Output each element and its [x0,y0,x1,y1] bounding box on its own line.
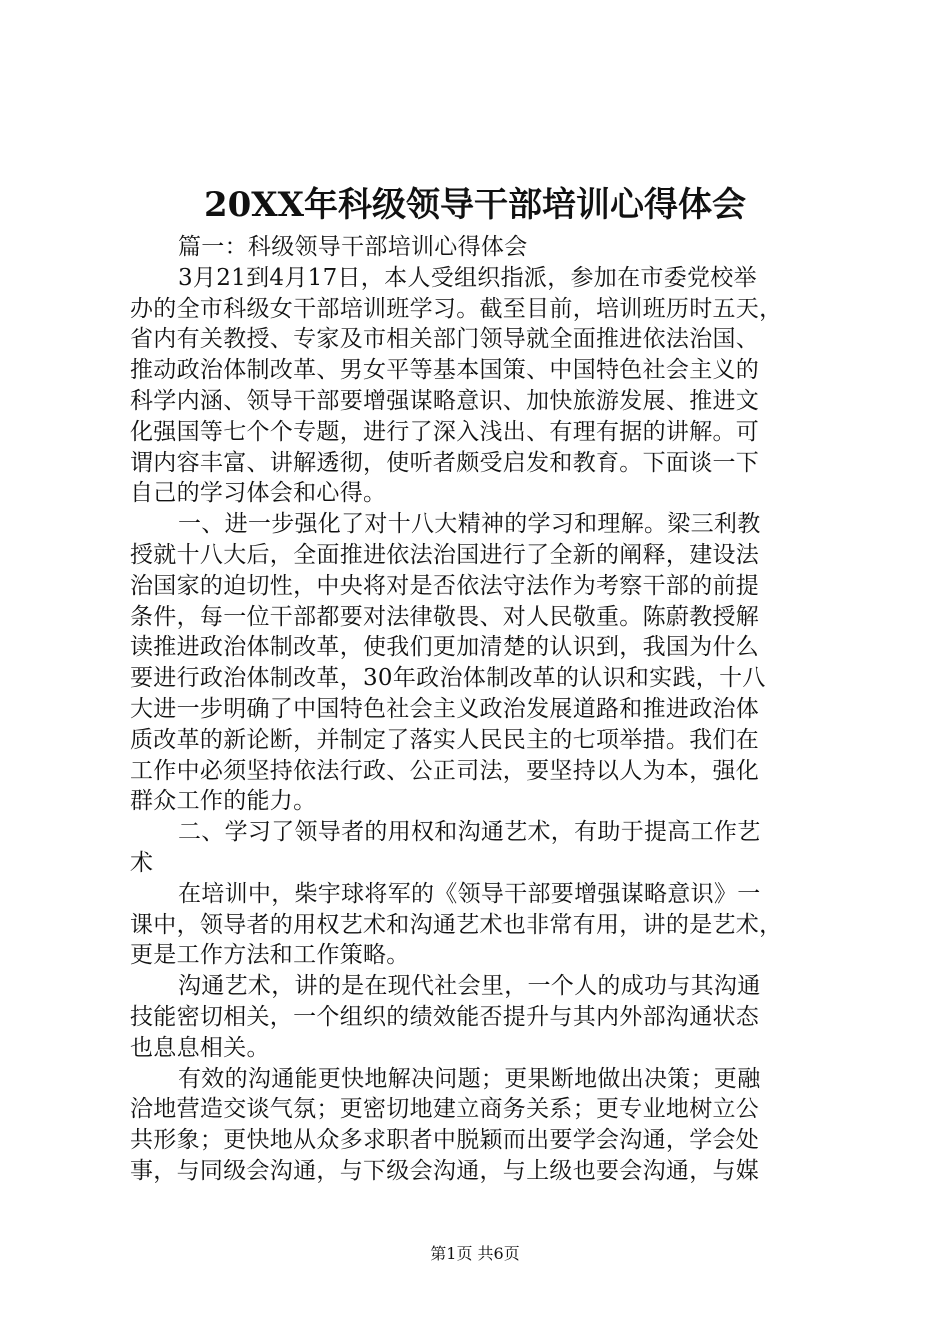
document-title: 20XX年科级领导干部培训心得体会 [203,185,747,225]
body-line: 自己的学习体会和心得。 [130,480,387,507]
body-line: 群众工作的能力。 [130,788,317,815]
body-line: 在培训中，柴宇球将军的《领导干部要增强谋略意识》一 [178,880,761,907]
body-line: 读推进政治体制改革，使我们更加清楚的认识到，我国为什么 [130,634,760,661]
body-line: 推动政治体制改革、男女平等基本国策、中国特色社会主义的 [130,357,760,384]
body-line: 术 [130,849,154,876]
body-line: 洽地营造交谈气氛；更密切地建立商务关系；更专业地树立公 [130,1096,760,1123]
body-line: 更是工作方法和工作策略。 [130,942,410,969]
body-line: 授就十八大后，全面推进依法治国进行了全新的阐释，建设法 [130,541,760,568]
body-line: 谓内容丰富、讲解透彻，使听者颇受启发和教育。下面谈一下 [130,449,760,476]
body-line: 篇一：科级领导干部培训心得体会 [178,234,528,260]
body-line: 3月21到4月17日，本人受组织指派，参加在市委党校举 [178,264,757,291]
body-line: 事，与同级会沟通，与下级会沟通，与上级也要会沟通，与媒 [130,1157,760,1184]
body-line: 质改革的新论断，并制定了落实人民民主的七项举措。我们在 [130,726,760,753]
body-line: 工作中必须坚持依法行政、公正司法，要坚持以人为本，强化 [130,757,760,784]
page-footer: 第1页 共6页 [430,1244,520,1263]
body-line: 技能密切相关，一个组织的绩效能否提升与其内外部沟通状态 [130,1003,760,1030]
body-line: 条件，每一位干部都要对法律敬畏、对人民敬重。陈蔚教授解 [130,603,760,630]
body-line: 治国家的迫切性，中央将对是否依法守法作为考察干部的前提 [130,572,760,599]
body-line: 科学内涵、领导干部要增强谋略意识、加快旅游发展、推进文 [130,387,760,414]
body-line: 要进行政治体制改革，30年政治体制改革的认识和实践，十八 [130,665,766,692]
body-line: 共形象；更快地从众多求职者中脱颖而出要学会沟通，学会处 [130,1127,760,1154]
document-body [130,232,830,1187]
body-line: 大进一步明确了中国特色社会主义政治发展道路和推进政治体 [130,695,760,722]
body-line: 课中，领导者的用权艺术和沟通艺术也非常有用，讲的是艺术， [130,911,783,938]
body-line: 化强国等七个个专题，进行了深入浅出、有理有据的讲解。可 [130,418,760,445]
body-line: 一、进一步强化了对十八大精神的学习和理解。梁三利教 [178,511,761,538]
body-line: 有效的沟通能更快地解决问题；更果断地做出决策；更融 [178,1065,761,1092]
body-line: 沟通艺术，讲的是在现代社会里，一个人的成功与其沟通 [178,973,761,1000]
body-line: 也息息相关。 [130,1034,270,1061]
body-line: 省内有关教授、专家及市相关部门领导就全面推进依法治国、 [130,326,760,353]
body-line: 二、学习了领导者的用权和沟通艺术，有助于提高工作艺 [178,819,761,846]
body-line: 办的全市科级女干部培训班学习。截至目前，培训班历时五天， [130,295,783,322]
